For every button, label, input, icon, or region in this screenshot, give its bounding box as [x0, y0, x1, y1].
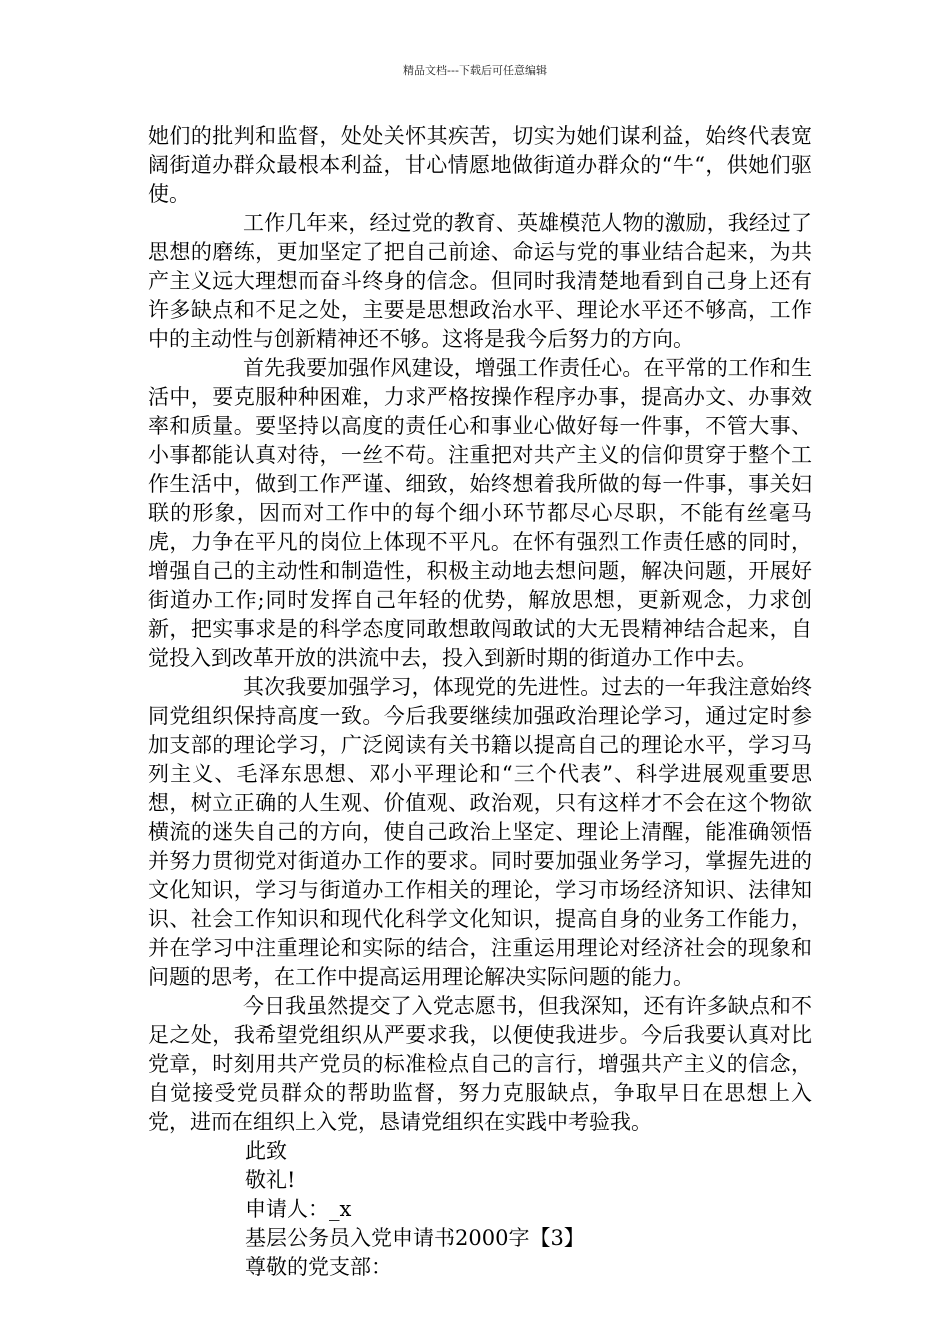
next-section-title: 基层公务员入党申请书2000字【3】 [245, 1226, 585, 1250]
next-section-greeting: 尊敬的党支部： [245, 1255, 392, 1279]
applicant-line: 申请人：_x [245, 1197, 352, 1221]
paragraph-5: 今日我虽然提交了入党志愿书，但我深知，还有许多缺点和不足之处，我希望党组织从严要求我，以便使我进步。今后我要认真对比党章，时刻用共产党员的标准检点自己的言行，增强共产主义的信念，自觉接受党员群众的帮助监督，努力克服缺点，争取早日在思想上入党，进而在组织上入党，恳请党组织在实践中考验我。 [148, 994, 812, 1134]
paragraph-4: 其次我要加强学习，体现党的先进性。过去的一年我注意始终同党组织保持高度一致。今后我要继续加强政治理论学习，通过定时参加支部的理论学习，广泛阅读有关书籍以提高自己的理论水平，学习马列主义、毛泽东思想、邓小平理论和“三个代表”、科学进展观重要思想，树立正确的人生观、价值观、政治观，只有这样才不会在这个物欲横流的迷失自己的方向，使自己政治上坚定、理论上清醒，能准确领悟并努力贯彻党对街道办工作的要求。同时要加强业务学习，掌握先进的文化知识，学习与街道办工作相关的理论，学习市场经济知识、法律知识、社会工作知识和现代化科学文化知识，提高自身的业务工作能力，并在学习中注重理论和实际的结合，注重运用理论对经济社会的现象和问题的思考，在工作中提高运用理论解决实际问题的能力。 [148, 675, 812, 989]
page-header: 精品文档---下载后可任意编辑 [403, 64, 547, 77]
document-body [148, 122, 812, 1282]
paragraph-1: 她们的批判和监督，处处关怀其疾苦，切实为她们谋利益，始终代表宽阔街道办群众最根本利益，甘心情愿地做街道办群众的“牛“，供她们驱使。 [148, 124, 812, 206]
closing-salutation: 此致 [245, 1139, 287, 1163]
paragraph-2: 工作几年来，经过党的教育、英雄模范人物的激励，我经过了思想的磨练，更加坚定了把自己前途、命运与党的事业结合起来，为共产主义远大理想而奋斗终身的信念。但同时我清楚地看到自己身上还有许多缺点和不足之处，主要是思想政治水平、理论水平还不够高，工作中的主动性与创新精神还不够。这将是我今后努力的方向。 [148, 211, 812, 351]
paragraph-3: 首先我要加强作风建设，增强工作责任心。在平常的工作和生活中，要克服种种困难，力求严格按操作程序办事，提高办文、办事效率和质量。要坚持以高度的责任心和事业心做好每一件事，不管大事、小事都能认真对待，一丝不苟。注重把对共产主义的信仰贯穿于整个工作生活中，做到工作严谨、细致，始终想着我所做的每一件事，事关妇联的形象，因而对工作中的每个细小环节都尽心尽职，不能有丝毫马虎，力争在平凡的岗位上体现不平凡。在怀有强烈工作责任感的同时，增强自己的主动性和制造性，积极主动地去想问题，解决问题，开展好街道办工作;同时发挥自己年轻的优势，解放思想，更新观念，力求创新，把实事求是的科学态度同敢想敢闯敢试的大无畏精神结合起来，自觉投入到改革开放的洪流中去，投入到新时期的街道办工作中去。 [148, 356, 812, 670]
closing-regards: 敬礼! [245, 1168, 296, 1192]
